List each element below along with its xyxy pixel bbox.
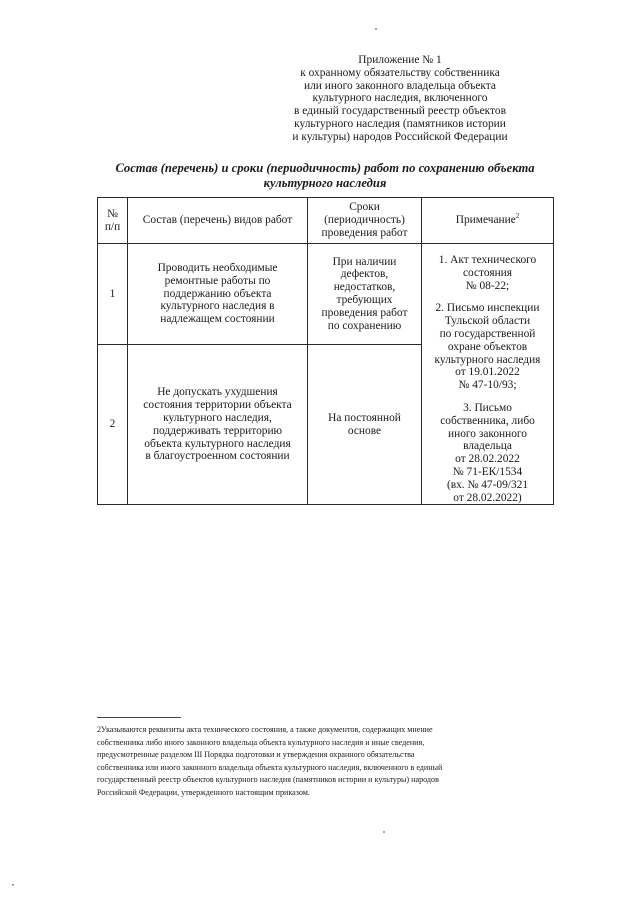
scan-speck [12,884,14,886]
row-number: 2 [98,345,128,505]
document-title [96,161,554,191]
footnote-line: собственника либо иного законного владельца объекта культурного наследия и иные сведения, [97,737,425,747]
table-header-row [98,198,554,244]
row-terms: На постоянной основе [308,345,422,505]
footnote-line: Российской Федерации, утвержденного настоящим приказом. [97,787,310,797]
scan-speck [383,831,385,833]
title-line: культурного наследия [263,176,387,190]
header-composition: Состав (перечень) видов работ [128,198,308,244]
row-terms: При наличии дефектов, недостатков, требующих проведения работ по сохранению [308,244,422,345]
row-composition: Проводить необходимые ремонтные работы по поддержанию объекта культурного наследия в надлежащем состоянии [128,244,308,345]
table-row [98,244,554,345]
appendix-line: Приложение № 1 [358,54,442,66]
footnote-line: государственный реестр объектов культурного наследия (памятников истории и культуры) народов [97,775,439,785]
title-line: Состав (перечень) и сроки (периодичность) работ по сохранению объекта [115,161,535,175]
appendix-line: культурного наследия (памятников истории [294,117,506,130]
row-number: 1 [98,244,128,345]
appendix-line: к охранному обязательству собственника [300,66,500,79]
scan-speck [375,28,377,30]
appendix-line: или иного законного владельца объекта [304,79,496,92]
footnote-line: собственника или иного законного владельца объекта культурного наследия, включенного в единый [97,762,443,772]
appendix-header [240,54,560,144]
header-note: Примечание$^2$ [422,198,554,244]
appendix-line: в единый государственный реестр объектов [294,105,506,118]
footnote-line: 2Указываются реквизиты акта технического состояния, а также документов, содержащих мнение [97,725,433,734]
footnote [97,724,557,800]
footnote-line: предусмотренные разделом III Порядка подготовки и утверждения охранного обязательства [97,750,415,760]
footnote-separator [97,717,181,718]
note-cell: 1. Акт технического состояния № 08-22; 2. Письмо инспекции Тульской области по государственной охране объектов культурного наследия от 19.01.2022 № 47-10/93; 3. Письмо собственника, либо иного законного владельца от 28.02.2022 № 71-ЕК/1534 (вх. № 47-09/321 от 28.02.2022) [422,244,554,505]
footnote-ref: 2 [515,212,520,221]
header-terms: Сроки (периодичность) проведения работ [308,198,422,244]
works-table [97,197,554,505]
row-composition: Не допускать ухудшения состояния территории объекта культурного наследия, поддерживать территорию объекта культурного наследия в благоустроенном состоянии [128,345,308,505]
appendix-line: культурного наследия, включенного [312,92,488,105]
appendix-line: и культуры) народов Российской Федерации [292,130,508,143]
header-number: № п/п [98,198,128,244]
